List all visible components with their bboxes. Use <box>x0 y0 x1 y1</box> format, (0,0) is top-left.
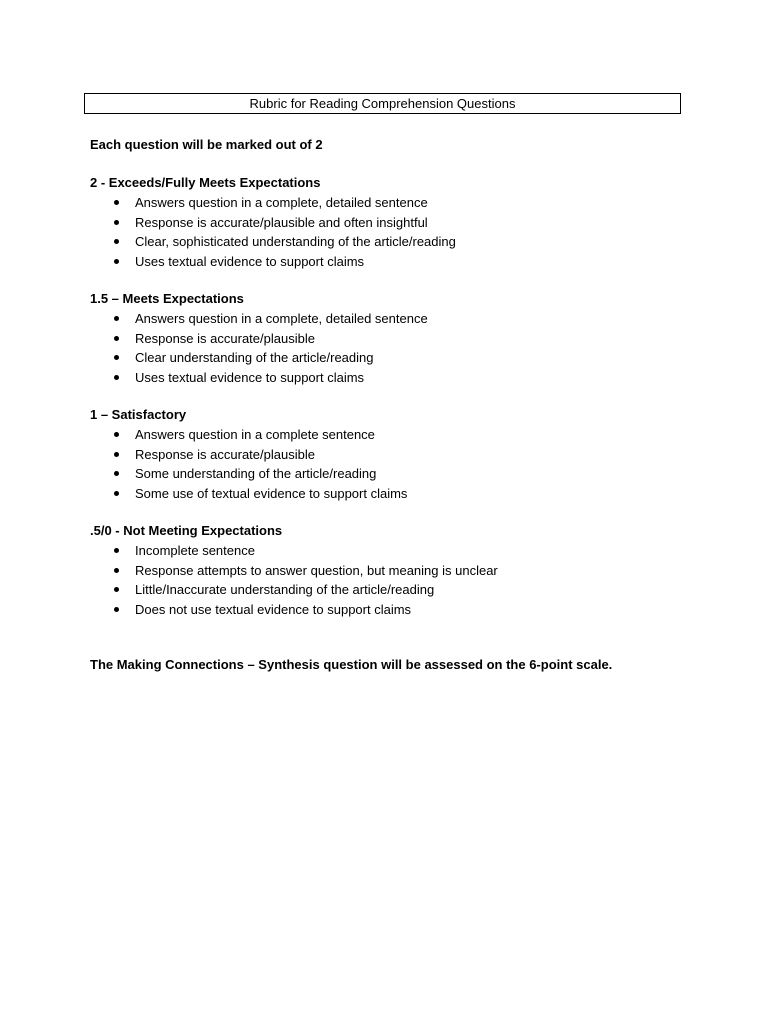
section-heading: 2 - Exceeds/Fully Meets Expectations <box>90 175 321 190</box>
list-item-text: Response attempts to answer question, but meaning is unclear <box>135 562 498 578</box>
rubric-section-exceeds <box>90 173 690 271</box>
list-item-text: Answers question in a complete, detailed sentence <box>135 195 428 210</box>
list-item <box>90 329 690 349</box>
list-item-text: Response is accurate/plausible and often insightful <box>135 214 428 230</box>
criteria-list <box>90 541 690 619</box>
list-item <box>90 368 690 388</box>
list-item-text: Some use of textual evidence to support claims <box>135 485 408 501</box>
bullet-icon <box>114 587 119 592</box>
list-item-text: Incomplete sentence <box>135 543 255 558</box>
list-item-text: Little/Inaccurate understanding of the article/reading <box>135 582 435 597</box>
list-item <box>90 213 690 233</box>
bullet-icon <box>114 200 119 205</box>
list-item <box>90 600 690 620</box>
bullet-icon <box>114 452 119 457</box>
bullet-icon <box>114 375 119 380</box>
list-item <box>90 193 690 213</box>
section-heading: 1.5 – Meets Expectations <box>90 291 244 306</box>
section-heading: 1 – Satisfactory <box>90 407 187 422</box>
bullet-icon <box>114 220 119 225</box>
bullet-icon <box>114 432 119 437</box>
list-item <box>90 580 690 600</box>
list-item-text: Some understanding of the article/reading <box>135 466 377 481</box>
list-item <box>90 445 690 465</box>
list-item-text: Uses textual evidence to support claims <box>135 253 365 269</box>
list-item-text: Response is accurate/plausible <box>135 446 315 462</box>
criteria-list <box>90 193 690 271</box>
list-item <box>90 425 690 445</box>
criteria-list <box>90 309 690 387</box>
bullet-icon <box>114 491 119 496</box>
footer-note: The Making Connections – Synthesis question will be assessed on the 6-point scale. <box>90 657 613 672</box>
rubric-section-satisfactory <box>90 405 690 503</box>
bullet-icon <box>114 316 119 321</box>
list-item-text: Clear understanding of the article/reading <box>135 350 374 365</box>
list-item <box>90 348 690 368</box>
list-item <box>90 541 690 561</box>
list-item-text: Does not use textual evidence to support claims <box>135 601 412 617</box>
bullet-icon <box>114 548 119 553</box>
bullet-icon <box>114 336 119 341</box>
list-item-text: Response is accurate/plausible <box>135 330 315 346</box>
criteria-list <box>90 425 690 503</box>
list-item-text: Answers question in a complete, detailed sentence <box>135 311 428 326</box>
list-item <box>90 232 690 252</box>
section-heading: .5/0 - Not Meeting Expectations <box>90 523 283 538</box>
list-item <box>90 561 690 581</box>
rubric-section-meets <box>90 289 690 387</box>
list-item <box>90 309 690 329</box>
bullet-icon <box>114 568 119 573</box>
bullet-icon <box>114 259 119 264</box>
list-item-text: Clear, sophisticated understanding of the article/reading <box>135 234 456 249</box>
list-item <box>90 464 690 484</box>
rubric-section-not-meeting <box>90 521 690 619</box>
list-item <box>90 252 690 272</box>
list-item-text: Answers question in a complete sentence <box>135 427 375 442</box>
list-item <box>90 484 690 504</box>
list-item-text: Uses textual evidence to support claims <box>135 369 365 385</box>
bullet-icon <box>114 239 119 244</box>
bullet-icon <box>114 471 119 476</box>
bullet-icon <box>114 355 119 360</box>
intro-text: Each question will be marked out of 2 <box>90 137 323 152</box>
rubric-title: Rubric for Reading Comprehension Questions <box>84 93 681 114</box>
bullet-icon <box>114 607 119 612</box>
